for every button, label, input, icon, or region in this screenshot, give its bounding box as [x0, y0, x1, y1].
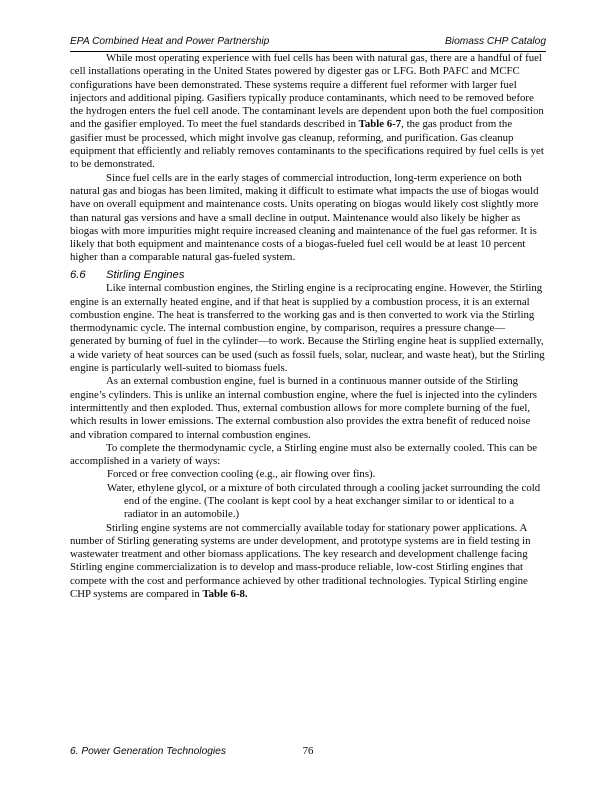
table-6-8-reference: Table 6-8. [202, 588, 248, 601]
page-content [70, 36, 546, 601]
page-header [70, 36, 546, 52]
paragraph-text: , the gas product from the gasifier must be processed, which might involve gas cleanup, reforming, and purification. Gas cleanup equipment that efficiently and reliably removes contaminants to the specifications required by fuel cells is yet to be demonstrated. [70, 118, 544, 171]
section-heading [70, 269, 546, 283]
footer-section-label: 6. Power Generation Technologies [70, 746, 226, 757]
paragraph-fuel-cells-costs: Since fuel cells are in the early stages of commercial introduction, long-term experience on both natural gas and biogas has been limited, making it difficult to estimate what impacts the use of biogas would have on overall equipment and maintenance costs. Units operating on biogas would likely cost slightly more than natural gas versions and have a small decline in output. Maintenance would also likely be higher as biogas with more impurities might require increased cleaning and maintenance of the fuel gas reformer. It is likely that both equipment and maintenance costs of a biogas-fueled fuel cell would be at least 10 percent higher than a comparable natural gas-fueled system. [70, 171, 539, 264]
section-number: 6.6 [70, 268, 86, 281]
paragraph-cooling-intro: To complete the thermodynamic cycle, a Stirling engine must also be externally cooled. This can be accomplished in a variety of ways: [70, 441, 538, 468]
page-number: 76 [302, 745, 314, 757]
page-footer [70, 745, 546, 760]
paragraph-external-combustion: As an external combustion engine, fuel is burned in a continuous manner outside of the Stirling engine’s cylinders. This is unlike an internal combustion engine, where the fuel is injected into the cylinders intermittently and then exploded. Thus, external combustion allows for more complete burning of the fuel, which results in lower emissions. The external combustion also provides the extra benefit of reduced noise and vibration compared to internal combustion engines. [70, 375, 537, 441]
table-6-7-reference: Table 6-7 [358, 118, 402, 131]
paragraph-text: Stirling engine systems are not commercially available today for stationary power applications. A number of Stirling generating systems are under development, and prototype systems are in field testing in wastewater treatment and other biomass applications. The key research and development challenge facing Stirling engine commercialization is to develop and mass-produce reliable, low-cost Stirling engines that compete with the cost and performance achieved by other traditional technologies. Typical Stirling engine CHP systems are compared in [70, 521, 531, 601]
paragraph-text: While most operating experience with fuel cells has been with natural gas, there are a handful of fuel cell installations operating in the United States powered by digester gas or LFG. Both PAFC and MCFC configurations have been demonstrated. These systems require a different fuel reformer with larger fuel injectors and additional piping. Gasifiers typically produce contaminants, which need to be removed before the hydrogen enters the fuel cell anode. The contaminant levels are dependent upon both the fuel composition and the gasifier employed. To meet the fuel standards described in [70, 52, 544, 131]
cooling-method-item: Water, ethylene glycol, or a mixture of both circulated through a cooling jacket surrounding the cold end of the engine. (The coolant is kept cool by a heat exchanger similar to or identical to a radiator in an automobile.) [107, 481, 541, 521]
section-title: Stirling Engines [106, 268, 185, 281]
paragraph-stirling-intro: Like internal combustion engines, the Stirling engine is a reciprocating engine. However, the Stirling engine is an externally heated engine, and if that heat is supplied by a combustion process, it is an external combustion engine. The heat is transferred to the working gas and is then converted to work via the Stirling thermodynamic cycle. The internal combustion engine, by comparison, requires a pressure change—generated by burning of fuel in the cylinder—to work. Because the Stirling engine heat is supplied externally, a wide variety of heat sources can be used (such as fossil fuels, solar, nuclear, and waste heat), but the Stirling engine is particularly well-suited to biomass fuels. [70, 282, 545, 375]
paragraph-commercialization [70, 522, 546, 602]
header-right-title: Biomass CHP Catalog [445, 36, 546, 47]
paragraph-fuel-cells-experience [70, 52, 546, 172]
body-text [70, 52, 546, 601]
cooling-method-item: Forced or free convection cooling (e.g., air flowing over fins). [107, 468, 376, 481]
header-left-title: EPA Combined Heat and Power Partnership [70, 36, 270, 47]
